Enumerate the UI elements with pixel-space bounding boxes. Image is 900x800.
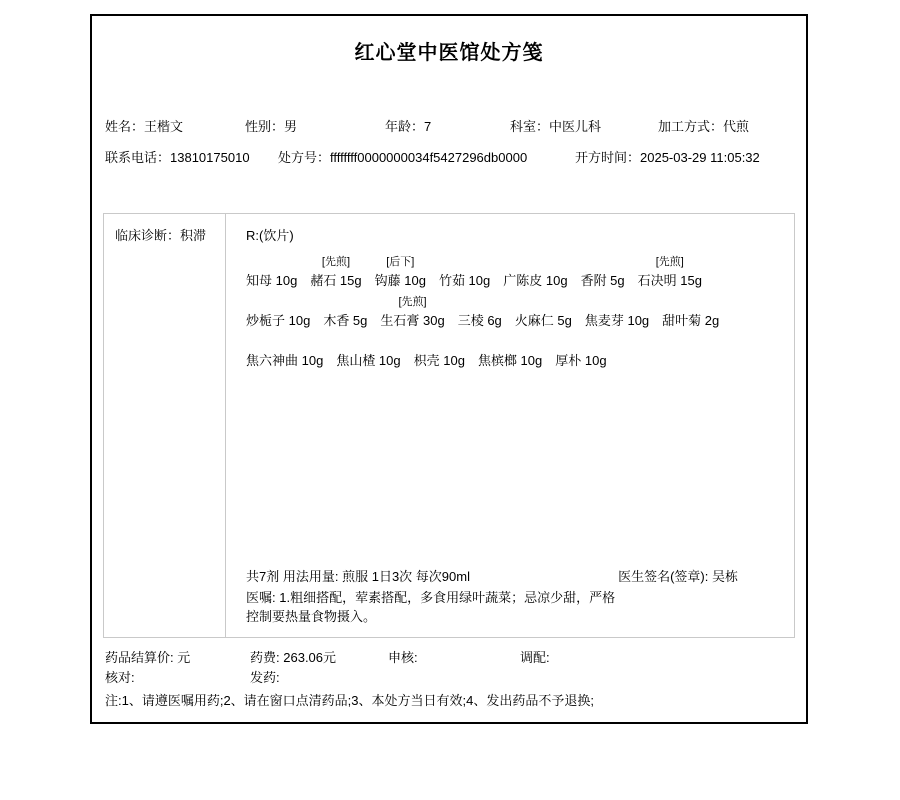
- prescription-number-field: [278, 147, 527, 166]
- medicine-list: [246, 254, 776, 374]
- decoction-method-tag: [246, 294, 310, 310]
- check-field: [105, 668, 250, 688]
- doctor-signature-label: 医生签名(签章):: [618, 569, 709, 585]
- check-label: 核对:: [105, 670, 135, 685]
- department-field: [510, 116, 601, 135]
- medicine-name-dose: 香附 5g: [580, 273, 625, 288]
- prescription-box: [103, 213, 795, 638]
- patient-name-label: 姓名：: [105, 119, 145, 134]
- department-label: 科室：: [510, 119, 550, 134]
- patient-age-field: [385, 116, 431, 135]
- diagnosis-label: 临床诊断：: [115, 228, 181, 243]
- medicine-fee-value: 263.06元: [283, 650, 337, 665]
- decoction-method-tag: [581, 254, 625, 270]
- phone-field: [105, 147, 250, 166]
- medicine-name-dose: 火麻仁 5g: [514, 313, 572, 328]
- medicine-row: [246, 254, 776, 291]
- medicine-column: [226, 214, 794, 637]
- decoction-method-tag: [先煎]: [398, 296, 427, 308]
- patient-name-field: [105, 116, 183, 135]
- footer: [105, 648, 793, 711]
- medicine-item: [515, 294, 572, 331]
- settlement-price-label: 药品结算价:: [105, 650, 174, 665]
- prescription-sheet: [90, 14, 808, 724]
- medicine-item: [439, 254, 490, 291]
- review-field: [388, 648, 520, 668]
- medicine-item: [638, 254, 702, 291]
- doctor-signature: [618, 566, 738, 585]
- processing-method-field: [658, 116, 749, 135]
- patient-age-value: 7: [424, 119, 432, 134]
- review-label: 申核:: [388, 650, 418, 665]
- footer-row-1: [105, 648, 793, 668]
- medicine-fee-field: [250, 648, 388, 668]
- empty-space: [246, 374, 776, 566]
- medicine-item: [585, 294, 649, 331]
- dispense-prepare-label: 调配:: [520, 650, 550, 665]
- patient-gender-value: 男: [284, 119, 298, 134]
- dispense-prepare-field: [520, 648, 793, 668]
- decoction-method-tag: [336, 334, 400, 350]
- footer-note: 注:1、请遵医嘱用药;2、请在窗口点清药品;3、本处方当日有效;4、发出药品不予退换;: [105, 693, 594, 708]
- medicine-name-dose: 钩藤 10g: [374, 273, 426, 288]
- medicine-name-dose: 炒栀子 10g: [246, 313, 311, 328]
- medicine-name-dose: 厚朴 10g: [555, 353, 607, 368]
- medicine-name-dose: 知母 10g: [246, 273, 298, 288]
- medicine-item: [375, 254, 426, 291]
- medicine-item: [336, 334, 400, 371]
- total-doses: 共7剂: [246, 569, 280, 585]
- patient-gender-label: 性别：: [245, 119, 285, 134]
- decoction-method-tag: [先煎]: [321, 256, 351, 268]
- medicine-item: [555, 334, 606, 371]
- patient-gender-field: [245, 116, 297, 135]
- phone-label: 联系电话：: [105, 150, 171, 165]
- medicine-name-dose: 竹茹 10g: [438, 273, 491, 288]
- medicine-name-dose: 赭石 15g: [310, 273, 362, 288]
- medicine-row: [246, 294, 776, 331]
- medicine-item: [246, 254, 297, 291]
- dispense-field: [250, 668, 388, 688]
- decoction-method-tag: [246, 334, 323, 350]
- page-title: 红心堂中医馆处方笺: [354, 42, 544, 64]
- usage-info: [246, 566, 470, 585]
- medicine-name-dose: 三棱 6g: [457, 313, 502, 328]
- diagnosis-value: 积滞: [180, 228, 207, 243]
- decoction-method-tag: [515, 294, 572, 310]
- patient-age-label: 年龄：: [385, 119, 425, 134]
- medicine-item: [478, 334, 542, 371]
- medicine-name-dose: 焦六神曲 10g: [246, 353, 324, 368]
- medicine-item: [458, 294, 502, 331]
- rx-type-label: R:(饮片): [246, 228, 294, 243]
- decoction-method-tag: [478, 334, 542, 350]
- decoction-method-tag: [414, 334, 465, 350]
- decoction-method-tag: [先煎]: [655, 256, 684, 268]
- decoction-method-tag: [662, 294, 719, 310]
- medicine-item: [662, 294, 719, 331]
- medicine-item: [380, 294, 444, 331]
- phone-value: 13810175010: [170, 150, 250, 165]
- department-value: 中医儿科: [549, 119, 602, 134]
- doctor-signature-name: 吴栋: [711, 569, 738, 585]
- medicine-item: [246, 334, 323, 371]
- doctor-advice: [246, 589, 631, 627]
- settlement-price-value: 元: [177, 650, 191, 665]
- medicine-name-dose: 焦槟榔 10g: [477, 353, 543, 368]
- decoction-method-tag: [503, 254, 567, 270]
- decoction-method-tag: [458, 294, 502, 310]
- prescribe-time-field: [575, 147, 760, 166]
- usage-line: [246, 566, 776, 585]
- decoction-method-tag: [323, 294, 367, 310]
- processing-method-label: 加工方式：: [658, 119, 724, 134]
- medicine-item: [323, 294, 367, 331]
- prescription-number-value: ffffffff0000000034f5427296db0000: [330, 150, 528, 165]
- medicine-name-dose: 生石膏 30g: [380, 313, 445, 328]
- medicine-name-dose: 广陈皮 10g: [503, 273, 568, 288]
- medicine-item: [414, 334, 465, 371]
- decoction-method-tag: [585, 294, 649, 310]
- dispense-label: 发药:: [250, 670, 280, 685]
- decoction-method-tag: [246, 254, 297, 270]
- medicine-row: [246, 334, 776, 371]
- medicine-fee-label: 药费:: [250, 650, 280, 665]
- medicine-name-dose: 枳壳 10g: [413, 353, 465, 368]
- medicine-name-dose: 焦山楂 10g: [336, 353, 401, 368]
- decoction-method-tag: [439, 254, 490, 270]
- prescribe-time-label: 开方时间：: [575, 150, 641, 165]
- medicine-item: [503, 254, 567, 291]
- decoction-method-tag: [后下]: [386, 256, 415, 268]
- usage-label: 用法用量:: [282, 569, 339, 585]
- footer-row-2: [105, 668, 793, 688]
- medicine-name-dose: 木香 5g: [323, 313, 368, 328]
- usage-value: 煎服 1日3次 每次90ml: [342, 569, 470, 585]
- patient-name-value: 王楷文: [144, 119, 184, 134]
- processing-method-value: 代煎: [723, 119, 750, 134]
- clinical-diagnosis: [104, 214, 226, 637]
- medicine-name-dose: 焦麦芽 10g: [584, 313, 650, 328]
- medicine-name-dose: 石决明 15g: [637, 273, 702, 288]
- medicine-item: [310, 254, 361, 291]
- prescription-number-label: 处方号：: [278, 150, 331, 165]
- medicine-item: [581, 254, 625, 291]
- prescribe-time-value: 2025-03-29 11:05:32: [640, 150, 760, 165]
- settlement-price-field: [105, 648, 250, 668]
- medicine-item: [246, 294, 310, 331]
- medicine-name-dose: 甜叶菊 2g: [662, 313, 720, 328]
- advice-line-1: 医嘱: 1.粗细搭配，荤素搭配，多食用绿叶蔬菜；忌凉少甜，严格: [246, 590, 616, 606]
- advice-line-2: 控制要热量食物摄入。: [246, 609, 377, 625]
- decoction-method-tag: [555, 334, 606, 350]
